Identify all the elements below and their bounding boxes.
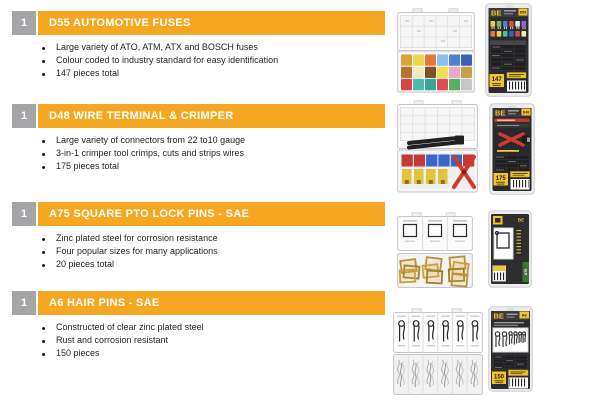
pto-pin-package-image (488, 210, 532, 288)
bullet-item: 150 pieces (40, 347, 370, 360)
bullet-item: 3-in-1 crimper tool crimps, cuts and strips wires (40, 147, 370, 160)
bullet-item: Large variety of connectors from 22 to10 gauge (40, 134, 370, 147)
brand-logo-text: BE (517, 217, 525, 223)
pto-pin-case-image (397, 212, 473, 288)
bullet-item: 20 pieces total (40, 258, 370, 271)
spec-table (495, 155, 530, 172)
brand-logo-text: BE (495, 108, 506, 118)
package-photo-fuses (485, 3, 532, 97)
package-photo-hair-pins (488, 306, 533, 392)
spec-table (491, 41, 527, 71)
bullet-item: Constructed of clear zinc plated steel (40, 321, 370, 334)
case-photo-terminals (397, 100, 478, 193)
product-code-text: A6 (521, 312, 527, 318)
warning-label (507, 73, 526, 79)
product-code-text: D48 (522, 110, 530, 115)
bullet-item: 175 pieces total (40, 160, 370, 173)
warning-label (511, 172, 530, 178)
warning-label (509, 370, 529, 376)
fuse-package-image (485, 3, 532, 97)
fuse-case-image (397, 8, 475, 93)
piece-count-text: 150 (493, 374, 505, 381)
bullet-item: Four popular sizes for many applications (40, 245, 370, 258)
brand-logo-text: BE (491, 8, 502, 18)
product-title-bar-fuses: D55 AUTOMOTIVE FUSES (38, 11, 385, 35)
product-title-bar-hair-pins: A6 HAIR PINS - SAE (38, 291, 385, 315)
case-photo-pto-pins (397, 212, 473, 288)
bullet-item: 147 pieces total (40, 67, 370, 80)
product-code-text: D55 (519, 10, 527, 15)
product-title-bar-pto-pins: A75 SQUARE PTO LOCK PINS - SAE (38, 202, 385, 226)
package-photo-pto-pins (488, 210, 532, 288)
product-title-bar-terminals: D48 WIRE TERMINAL & CRIMPER (38, 104, 385, 128)
bullet-item: Rust and corrosion resistant (40, 334, 370, 347)
brand-logo-text: BE (493, 311, 504, 321)
product-code-text: A75 (524, 268, 529, 276)
terminal-package-image (489, 103, 535, 195)
package-photo-terminals (489, 103, 535, 195)
product-number-badge: 1 (12, 291, 36, 315)
spec-table (494, 355, 528, 369)
terminal-case-image (397, 100, 478, 193)
product-bullets-fuses (40, 41, 370, 80)
hair-pin-package-image (488, 306, 533, 392)
product-number-badge: 1 (12, 104, 36, 128)
product-bullets-pto-pins (40, 232, 370, 271)
brass-square-pins (400, 256, 469, 286)
case-photo-fuses (397, 8, 475, 93)
product-number-badge: 1 (12, 202, 36, 226)
product-number-badge: 1 (12, 11, 36, 35)
piece-count-text: 175 (495, 176, 506, 182)
bullet-item: Zinc plated steel for corrosion resistance (40, 232, 370, 245)
product-bullets-hair-pins (40, 321, 370, 360)
piece-count-text: 147 (491, 77, 502, 83)
bullet-item: Large variety of ATO, ATM, ATX and BOSCH fuses (40, 41, 370, 54)
product-bullets-terminals (40, 134, 370, 173)
bullet-item: Colour coded to industry standard for easy identification (40, 54, 370, 67)
case-photo-hair-pins (393, 308, 483, 395)
hair-pin-case-image (393, 308, 483, 395)
